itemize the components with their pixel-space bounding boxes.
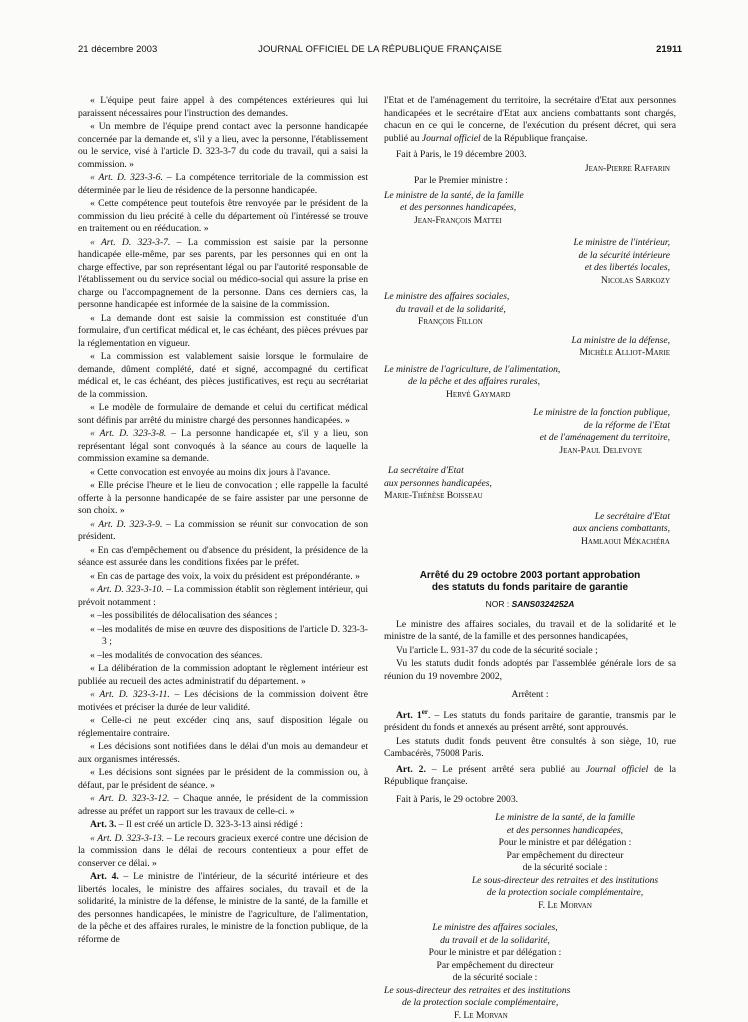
- signatory-name: Michèle Alliot-Marie: [579, 347, 670, 358]
- paragraph: Vu l'article L. 931-37 du code de la sécurité sociale ;: [396, 644, 598, 656]
- article-paragraph: [384, 764, 676, 789]
- journal-ref: Journal officiel: [585, 763, 649, 775]
- list-text: les modalités de mise en œuvre des dispositions de l'article D. 323-3-3 ;: [102, 623, 368, 647]
- paragraph: « Celle-ci ne peut excéder cinq ans, sauf disposition légale ou réglementaire contraire.: [78, 715, 368, 739]
- signatory-title: du travail et de la solidarité,: [440, 934, 550, 946]
- nor-reference: [384, 598, 676, 611]
- signature-block: [384, 291, 676, 329]
- signatory-title: La secrétaire d'Etat: [388, 465, 464, 476]
- signatory-title: de la protection sociale complémentaire,: [486, 887, 644, 899]
- delegation-text: Par empêchement du directeur: [506, 849, 624, 861]
- paragraph: « Les décisions sont notifiées dans le délai d'un mois au demandeur et aux organismes intéressés.: [78, 741, 368, 765]
- article-text: – La personne handicapée et, s'il y a lieu, son représentant légal sont convoqués à la séance au cours de laquelle la commission examine sa demande.: [78, 428, 368, 464]
- article-text: – Il est créé un article D. 323-3-13 ainsi rédigé :: [116, 819, 303, 830]
- article-paragraph: [78, 793, 368, 818]
- signatory-name: François Fillon: [418, 316, 483, 327]
- signatory-title: Le ministre de l'agriculture, de l'alimentation,: [384, 363, 561, 375]
- signatory-title: Le sous-directeur des retraites et des institutions: [471, 874, 659, 886]
- signatory-title: aux anciens combattants,: [572, 523, 670, 534]
- paragraph: « Elle précise l'heure et le lieu de convocation ; elle rappelle la faculté offerte à la personne handicapée de se faire assister par une personne de son choix. »: [78, 480, 368, 516]
- signature-block: [384, 407, 670, 457]
- signature-block: [384, 465, 676, 503]
- signatory-name: Jean-Pierre Raffarin: [584, 162, 670, 174]
- article-ref: Art. 3.: [90, 819, 117, 830]
- paragraph: Vu les statuts dudit fonds adoptés par l'assemblée générale lors de sa réunion du 19 novembre 2002,: [384, 658, 676, 682]
- signatory-title: Le secrétaire d'Etat: [594, 510, 670, 522]
- delegation-text: de la sécurité sociale :: [452, 972, 538, 984]
- article-paragraph: [384, 706, 676, 735]
- list-item: [90, 610, 368, 623]
- signature-block: [384, 237, 670, 287]
- signatory-title: Le ministre de la santé, de la famille: [495, 812, 635, 824]
- article-ref: « Art. D. 323-3-10.: [90, 584, 164, 595]
- signatory-title: Le ministre de la santé, de la famille: [384, 189, 524, 201]
- article-paragraph: [78, 519, 368, 544]
- article-ref: « Art. D. 323-3-13.: [90, 832, 165, 844]
- arrete-heading: [384, 570, 676, 611]
- article-ref: [396, 707, 428, 721]
- signature-block: [384, 364, 676, 402]
- article-text: – Le ministre de l'intérieur, de la sécurité intérieure et des libertés locales, le ministre des affaires sociales, du travail et de la solidarité, la ministre de la défense, le ministre de la santé, de la famille et des personnes handicapées, le ministre de l'agriculture, de l'alimentation, de la pêche et des affaires rurales, le ministre de la fonction publique, de la réforme de: [78, 871, 368, 945]
- signature-block: [384, 335, 670, 360]
- article-text: – La compétence territoriale de la commission est déterminée par le lieu de résidence de la personne handicapée.: [78, 172, 369, 196]
- header-date: 21 décembre 2003: [78, 44, 158, 55]
- nor-code: SANS0324252A: [511, 599, 575, 609]
- journal-title: JOURNAL OFFICIEL DE LA RÉPUBLIQUE FRANÇAISE: [258, 44, 502, 55]
- article-ref: Art. 2.: [396, 763, 426, 775]
- signature-block: [384, 812, 676, 912]
- signatory-name: Jean-Paul Delevoye: [559, 444, 642, 456]
- article-ref: Art. 4.: [90, 871, 119, 882]
- delegation-text: Par empêchement du directeur: [436, 959, 554, 971]
- paragraph: « En cas d'empêchement ou d'absence du président, la présidence de la séance est assurée dans les conditions fixées par le préfet.: [78, 544, 368, 568]
- signatory-name: Nicolas Sarkozy: [600, 274, 670, 286]
- signature-intro: Par le Premier ministre :: [414, 175, 508, 186]
- signatory-title: La ministre de la défense,: [571, 334, 670, 346]
- signature-block: [384, 190, 676, 228]
- paragraph: Les statuts dudit fonds peuvent être consultés à son siège, 10, rue Cambacérès, 75008 Paris.: [384, 735, 676, 760]
- text: l'Etat et de l'aménagement du territoire, la secrétaire d'Etat aux personnes handicapées et le secrétaire d'Etat aux anciens combattants sont chargés, chacun en ce qui le concerne, de l'exécution du présent décret, qui sera publié au: [384, 95, 676, 144]
- signatory-title: Le ministre de l'intérieur,: [573, 237, 670, 248]
- signatory-title: de la protection sociale complémentaire,: [402, 997, 559, 1009]
- article-ref: « Art. D. 323-3-12.: [90, 793, 170, 804]
- article-paragraph: [78, 871, 368, 946]
- page-number: 21911: [656, 44, 682, 55]
- paragraph: « Les décisions sont signées par le président de la commission ou, à défaut, par le président de séance. »: [78, 767, 368, 791]
- signature-block: [384, 922, 676, 985]
- article-text: – Le présent arrêté sera publié au: [425, 763, 586, 775]
- signatory-name: Marie-Thérèse Boisseau: [384, 490, 483, 501]
- article-paragraph: [78, 428, 368, 466]
- article-text: – La commission se réunit sur convocation de son président.: [78, 518, 368, 542]
- signatory-title: Le ministre des affaires sociales,: [432, 922, 558, 934]
- paragraph: « Le modèle de formulaire de demande et celui du certificat médical sont définis par arrêté du ministre chargé des personnes handicapées. »: [78, 402, 368, 426]
- signatory-title: de la sécurité intérieure: [578, 249, 670, 261]
- article-text: – La commission est saisie par la personne handicapée elle-même, par ses parents, par les personnes qui en ont la charge effective, par son représentant légal ou par l'autorité responsable de l'établissement ou du service social ou médico-social qui assure la prise en charge ou l'accompagnement de la personne. Dans ces derniers cas, la personne handicapée est informée de la saisine de la commission.: [78, 236, 368, 310]
- article-paragraph: [78, 833, 368, 871]
- nor-label: NOR :: [485, 599, 512, 609]
- article-ref-sup: er: [421, 707, 428, 716]
- article-ref: « Art. D. 323-3-6.: [90, 172, 163, 183]
- signatory-name: Hervé Gaymard: [446, 388, 511, 400]
- list-marker: « –: [90, 610, 102, 621]
- arretent: Arrêtent :: [511, 689, 549, 700]
- text: de la République française.: [480, 132, 588, 144]
- signatory-name: F. Le Morvan: [538, 899, 592, 911]
- article-text: – Chaque année, le président de la commission adresse au préfet un rapport sur les travaux de celle-ci. »: [78, 793, 369, 817]
- signatory-title: Le ministre de la fonction publique,: [533, 407, 670, 418]
- article-ref: « Art. D. 323-3-11.: [90, 689, 170, 700]
- article-ref: « Art. D. 323-3-9.: [90, 518, 163, 530]
- article-paragraph: [78, 172, 368, 197]
- delegation-text: de la sécurité sociale :: [522, 862, 608, 874]
- signatory-title: du travail et de la solidarité,: [396, 303, 506, 315]
- article-text: . – Les statuts du fonds paritaire de garantie, transmis par le président du fonds et annexés au présent arrêté, sont approuvés.: [384, 709, 676, 734]
- signatory-title: Le ministre des affaires sociales,: [384, 291, 510, 302]
- paragraph: « La commission est valablement saisie lorsque le formulaire de demande, dûment complété, daté et signé, accompagné du certificat médical et, le cas échéant, des pièces justificatives, est reçu au secrétariat de la commission.: [78, 351, 368, 400]
- paragraph: « Un membre de l'équipe prend contact avec la personne handicapée concernée par la demande et, s'il y a lieu, avec la personne, l'établissement ou le service, visé à l'article D. 323-3-7 du code du travail, qui a saisi la commission. »: [78, 121, 368, 170]
- article-text: – Le recours gracieux exercé contre une décision de la commission dans le délai de recours contentieux a pour effet de conserver ce délai. »: [78, 832, 368, 869]
- article-text: – La commission établit son règlement intérieur, qui prévoit notamment :: [78, 584, 368, 608]
- signatory-name: Hamlaoui Mékachéra: [580, 535, 670, 547]
- article-ref-text: Art. 1: [396, 709, 422, 721]
- signatory-name: Jean-François Mattei: [414, 214, 502, 226]
- signature-block: [384, 985, 676, 1022]
- place-date: Fait à Paris, le 29 octobre 2003.: [396, 793, 519, 805]
- signatory-title: et des libertés locales,: [584, 262, 670, 273]
- list-item: [90, 624, 368, 649]
- arrete-title: Arrêté du 29 octobre 2003 portant approbation: [419, 570, 641, 581]
- signatory-title: et des personnes handicapées,: [506, 824, 624, 836]
- article-ref: « Art. D. 323-3-8.: [90, 428, 167, 439]
- list-marker: « –: [90, 623, 102, 635]
- signatory-title: aux personnes handicapées,: [384, 477, 492, 489]
- signatory-title: de la pêche et des affaires rurales,: [408, 376, 541, 387]
- article-paragraph: [78, 819, 368, 832]
- paragraph: « Cette compétence peut toutefois être renvoyée par le président de la commission du lieu précité à celle du département où l'intéressé se trouve en traitement ou en rééducation. »: [78, 198, 368, 234]
- page-header: [78, 44, 682, 58]
- signatory-title: de la réforme de l'Etat: [583, 419, 670, 431]
- paragraph: « La demande dont est saisie la commission est constituée d'un formulaire, d'un certificat médical et, le cas échéant, des pièces prévues par la réglementation en vigueur.: [78, 312, 368, 349]
- delegation-text: Pour le ministre et par délégation :: [498, 837, 632, 849]
- signatory-title: et des personnes handicapées,: [400, 202, 517, 213]
- paragraph: « La délibération de la commission adoptant le règlement intérieur est publiée au recueil des actes administratif du département. »: [78, 663, 368, 687]
- place-date: Fait à Paris, le 19 décembre 2003.: [396, 149, 527, 160]
- article-paragraph: [78, 237, 368, 312]
- paragraph: [384, 95, 676, 145]
- right-column: [384, 95, 676, 1022]
- paragraph: « En cas de partage des voix, la voix du président est prépondérante. »: [90, 570, 360, 582]
- list-text: les modalités de convocation des séances.: [102, 649, 263, 661]
- left-column: [78, 95, 368, 947]
- paragraph: Le ministre des affaires sociales, du travail et de la solidarité et le ministre de la santé, de la famille et des personnes handicapées,: [384, 618, 676, 642]
- arrete-title: des statuts du fonds paritaire de garantie: [431, 582, 629, 593]
- delegation-text: Pour le ministre et par délégation :: [428, 947, 562, 959]
- paragraph: « Cette convocation est envoyée au moins dix jours à l'avance.: [90, 466, 331, 478]
- article-text: – Les décisions de la commission doivent être motivées et préciser la durée de leur validité.: [78, 689, 368, 713]
- signatory-name: F. Le Morvan: [454, 1009, 508, 1021]
- article-ref: « Art. D. 323-3-7.: [90, 236, 171, 248]
- signature-block: [384, 511, 670, 549]
- list-text: les possibilités de délocalisation des séances ;: [102, 610, 278, 621]
- signatory-title: et de l'aménagement du territoire,: [539, 432, 670, 443]
- article-paragraph: [78, 689, 368, 714]
- list-item: [90, 650, 368, 663]
- paragraph: « L'équipe peut faire appel à des compétences extérieures qui lui paraissent nécessaires pour l'instruction des demandes.: [78, 95, 368, 119]
- list-marker: « –: [90, 649, 102, 661]
- article-paragraph: [78, 584, 368, 609]
- signatory-title: Le sous-directeur des retraites et des institutions: [384, 984, 571, 996]
- journal-ref: Journal officiel: [421, 132, 481, 144]
- article-text: de la République française.: [384, 763, 676, 788]
